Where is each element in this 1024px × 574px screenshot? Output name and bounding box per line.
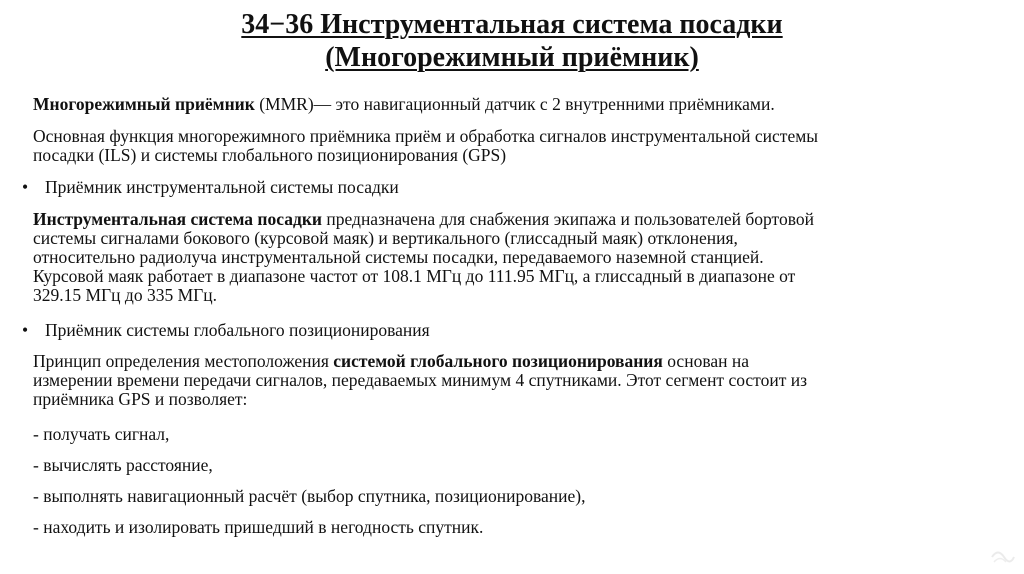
intro-paragraph [33, 95, 1008, 114]
bullet-2-label: Приёмник системы глобального позиционирования [45, 320, 430, 340]
list-item: - находить и изолировать пришедший в негодность спутник. [33, 517, 484, 537]
bullet-1-symbol: • [22, 177, 29, 197]
gps-line-1-end: основан на [662, 351, 749, 371]
slide-title-line-2: (Многорежимный приёмник) [325, 42, 699, 73]
gps-line-2: измерении времени передачи сигналов, передаваемых минимум 4 спутниками. Этот сегмент состоит из [33, 370, 808, 390]
gps-line-1-start: Принцип определения местоположения [33, 351, 334, 371]
list-item: - выполнять навигационный расчёт (выбор спутника, позиционирование), [33, 486, 586, 506]
gps-line-1 [33, 352, 1008, 371]
viewer-logo-icon [990, 546, 1016, 568]
gps-term: системой глобального позиционирования [333, 351, 663, 371]
ils-line-1 [33, 210, 1008, 229]
slide-title-line-1: 34−36 Инструментальная система посадки [241, 9, 783, 40]
ils-line-5: 329.15 МГц до 335 МГц. [33, 285, 217, 305]
function-line-2: посадки (ILS) и системы глобального позиционирования (GPS) [33, 145, 507, 165]
bullet-2-symbol: • [22, 320, 29, 340]
list-item: - вычислять расстояние, [33, 455, 213, 475]
intro-rest: — это навигационный датчик с 2 внутренними приёмниками. [313, 94, 775, 114]
list-item: - получать сигнал, [33, 424, 170, 444]
bullet-1-label: Приёмник инструментальной системы посадки [45, 177, 399, 197]
ils-line-3: относительно радиолуча инструментальной системы посадки, передаваемого наземной станцией. [33, 247, 764, 267]
ils-line-2: системы сигналами бокового (курсовой маяк) и вертикального (глиссадный маяк) отклонения, [33, 228, 738, 248]
ils-term: Инструментальная система посадки [33, 209, 323, 229]
ils-line-1-rest: предназначена для снабжения экипажа и пользователей бортовой [322, 209, 814, 229]
gps-line-3: приёмника GPS и позволяет: [33, 389, 248, 409]
intro-term: Многорежимный приёмник [33, 94, 255, 114]
intro-abbr: (MMR) [259, 94, 314, 114]
function-line-1: Основная функция многорежимного приёмника приём и обработка сигналов инструментальной системы [33, 126, 819, 146]
ils-line-4: Курсовой маяк работает в диапазоне частот от 108.1 МГц до 111.95 МГц, а глиссадный в диапазоне от [33, 266, 796, 286]
